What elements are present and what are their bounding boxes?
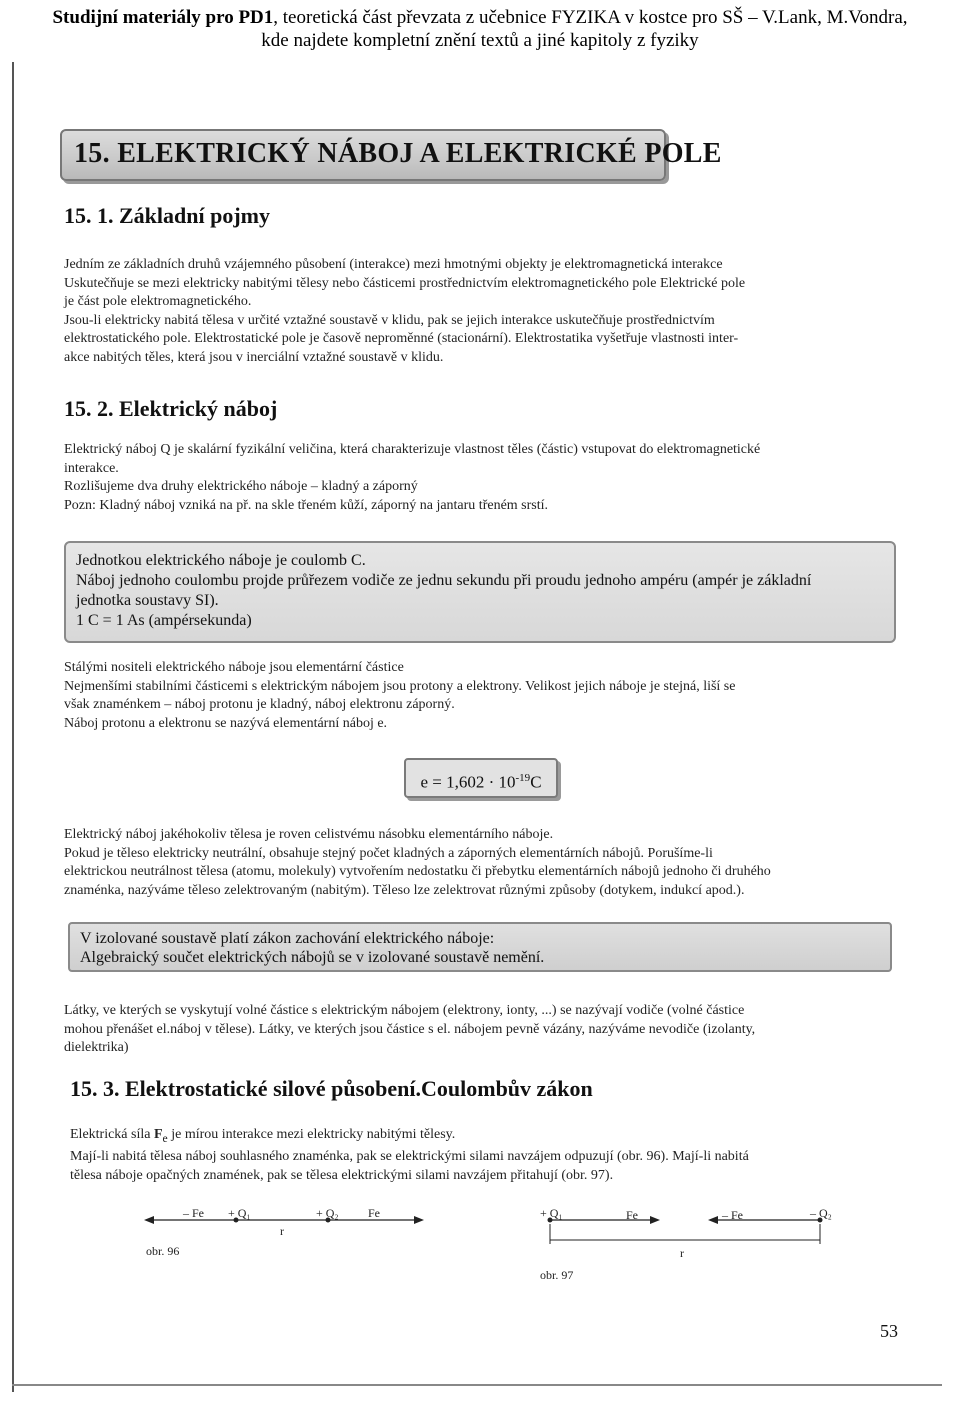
conductors-text bbox=[64, 1002, 896, 1058]
fig97-q2-label: – Q₂ bbox=[810, 1206, 832, 1220]
text-line: Uskutečňuje se mezi elektricky nabitými tělesy nebo částicemi prostřednictvím elektromagnetického pole Elektrické pole bbox=[64, 275, 746, 291]
section-2-title: 15. 2. Elektrický náboj bbox=[64, 396, 278, 421]
conservation-law-box bbox=[68, 922, 892, 972]
fig96-r-label: r bbox=[280, 1224, 284, 1238]
section-1-text bbox=[64, 256, 896, 367]
chapter-title: 15. ELEKTRICKÝ NÁBOJ A ELEKTRICKÉ POLE bbox=[74, 138, 722, 169]
neutrality-text bbox=[64, 826, 896, 900]
text-line: Nejmenšími stabilními částicemi s elektrickým nábojem jsou protony a elektrony. Velikost jejich náboje je stejná, liší se bbox=[64, 678, 736, 694]
text-line: interakce. bbox=[64, 460, 119, 476]
fig97-caption: obr. 97 bbox=[540, 1268, 574, 1282]
page-header bbox=[0, 6, 960, 52]
text-line bbox=[70, 1126, 896, 1148]
figure-97 bbox=[536, 1200, 836, 1260]
formula-exponent: -19 bbox=[515, 772, 531, 784]
header-line-2: kde najdete kompletní znění textů a jiné kapitoly z fyziky bbox=[261, 30, 699, 51]
box-line: 1 C = 1 As (ampérsekunda) bbox=[76, 612, 252, 629]
section-2-text bbox=[64, 441, 896, 515]
header-line-1 bbox=[0, 6, 960, 29]
fig97-arrow-1 bbox=[650, 1216, 660, 1224]
text-line: Rozlišujeme dva druhy elektrického náboje – kladný a záporný bbox=[64, 479, 418, 494]
fig96-left-arrow bbox=[144, 1216, 154, 1224]
text-line: Pozn: Kladný náboj vzniká na př. na skle třeném kůží, záporný na jantaru třeném srstí. bbox=[64, 497, 549, 513]
fig96-minus-fe-label: – Fe bbox=[183, 1206, 204, 1220]
elementary-charge-formula bbox=[404, 758, 558, 798]
text-line: Elektrický náboj jakéhokoliv tělesa je roven celistvému násobku elementárního náboje. bbox=[64, 827, 554, 842]
text-line: tělesa náboje opačných znamének, pak se tělesa elektrickými silami navzájem přitahují (obr. 97). bbox=[70, 1167, 614, 1183]
text-line: elektrostatického pole. Elektrostatické pole je časově neproměnné (stacionární). Elektrostatika vyšetřuje vlastnosti inter- bbox=[64, 331, 739, 346]
header-line-1-rest: , teoretická část převzata z učebnice FYZIKA v kostce pro SŠ – V.Lank, M.Vondra, bbox=[273, 7, 908, 28]
fig97-fe-label: Fe bbox=[626, 1208, 638, 1222]
text-line: Pokud je těleso elektricky neutrální, obsahuje stejný počet kladných a záporných elementárních nábojů. Porušíme-li bbox=[64, 845, 713, 861]
fig96-right-arrow bbox=[414, 1216, 424, 1224]
text-line: mohou přenášet el.náboj v tělese). Látky, ve kterých jsou částice s el. nábojem pevně vázány, nazýváme nevodiče (izolanty, bbox=[64, 1021, 756, 1037]
text-line: Stálými nositeli elektrického náboje jsou elementární částice bbox=[64, 660, 404, 675]
text-line: Elektrický náboj Q je skalární fyzikální veličina, která charakterizuje vlastnost těles (částic) vstupovat do elektromagnetické bbox=[64, 442, 761, 457]
text-line: je část pole elektromagnetického. bbox=[64, 294, 252, 309]
box-line: jednotka soustavy SI). bbox=[76, 592, 219, 609]
text-line: znaménka, nazýváme těleso zelektrovaným (nabitým). Těleso lze zelektrovat různými způsoby (dotykem, indukcí apod.). bbox=[64, 882, 745, 898]
unit-definition-box bbox=[64, 541, 896, 643]
scan-margin-line bbox=[12, 62, 14, 1392]
elementary-charge-text bbox=[64, 659, 896, 733]
force-definition: je mírou interakce mezi elektricky nabitými tělesy. bbox=[167, 1127, 456, 1142]
text-line: elektrickou neutrálnost tělesa (atomu, molekuly) vytvořením nedostatku či přebytku elementárních nábojů jednoho či druhého bbox=[64, 864, 771, 879]
force-subscript: e bbox=[162, 1131, 168, 1145]
fig96-fe-label: Fe bbox=[368, 1206, 380, 1220]
box-line: Algebraický součet elektrických nábojů se v izolované soustavě nemění. bbox=[80, 949, 545, 966]
text-line: Látky, ve kterých se vyskytují volné částice s elektrickým nábojem (elektrony, ionty, ...) se nazývají vodiče (volné částice bbox=[64, 1003, 745, 1018]
formula-lhs: e = 1,602 · 10 bbox=[420, 772, 516, 792]
section-3-title: 15. 3. Elektrostatické silové působení.Coulombův zákon bbox=[70, 1076, 593, 1101]
text-line: dielektrika) bbox=[64, 1040, 129, 1055]
fig96-q2-label: + Q₂ bbox=[316, 1206, 339, 1220]
fig96-caption: obr. 96 bbox=[146, 1244, 180, 1258]
text-line: Mají-li nabitá tělesa náboj souhlasného znaménka, pak se elektrickými silami navzájem odpuzují (obr. 96). Mají-li nabitá bbox=[70, 1149, 749, 1165]
fig97-arrow-2 bbox=[708, 1216, 718, 1224]
text-line: akce nabitých těles, která jsou v inerciální vztažné soustavě v klidu. bbox=[64, 349, 444, 365]
header-bold: Studijní materiály pro PD1 bbox=[52, 7, 274, 28]
box-line: V izolované soustavě platí zákon zachování elektrického náboje: bbox=[80, 930, 495, 947]
text-line: Jsou-li elektricky nabitá tělesa v určité vztažné soustavě v klidu, pak se jejich interakce uskutečňuje prostřednictvím bbox=[64, 312, 715, 328]
formula-unit: C bbox=[530, 772, 542, 792]
scan-bottom-line bbox=[12, 1384, 942, 1386]
force-symbol: F bbox=[153, 1127, 163, 1142]
box-line: Náboj jednoho coulombu projde průřezem vodiče ze jednu sekundu při proudu jednoho ampéru (ampér je základní bbox=[76, 572, 812, 589]
fig97-r-label: r bbox=[680, 1246, 684, 1260]
section-3-text bbox=[70, 1126, 896, 1185]
fig97-q1-label: + Q₁ bbox=[540, 1206, 563, 1220]
section-1-title: 15. 1. Základní pojmy bbox=[64, 203, 270, 228]
page-number: 53 bbox=[880, 1321, 898, 1341]
text-line: Náboj protonu a elektronu se nazývá elementární náboj e. bbox=[64, 715, 388, 731]
text-line: však znaménkem – náboj protonu je kladný, náboj elektronu záporný. bbox=[64, 697, 455, 712]
force-intro: Elektrická síla bbox=[70, 1127, 154, 1142]
text-line: Jedním ze základních druhů vzájemného působení (interakce) mezi hmotnými objekty je elektromagnetická interakce bbox=[64, 257, 723, 272]
fig97-minus-fe-label: – Fe bbox=[722, 1208, 743, 1222]
fig96-q1-label: + Q₁ bbox=[228, 1206, 251, 1220]
box-line: Jednotkou elektrického náboje je coulomb C. bbox=[76, 552, 366, 569]
